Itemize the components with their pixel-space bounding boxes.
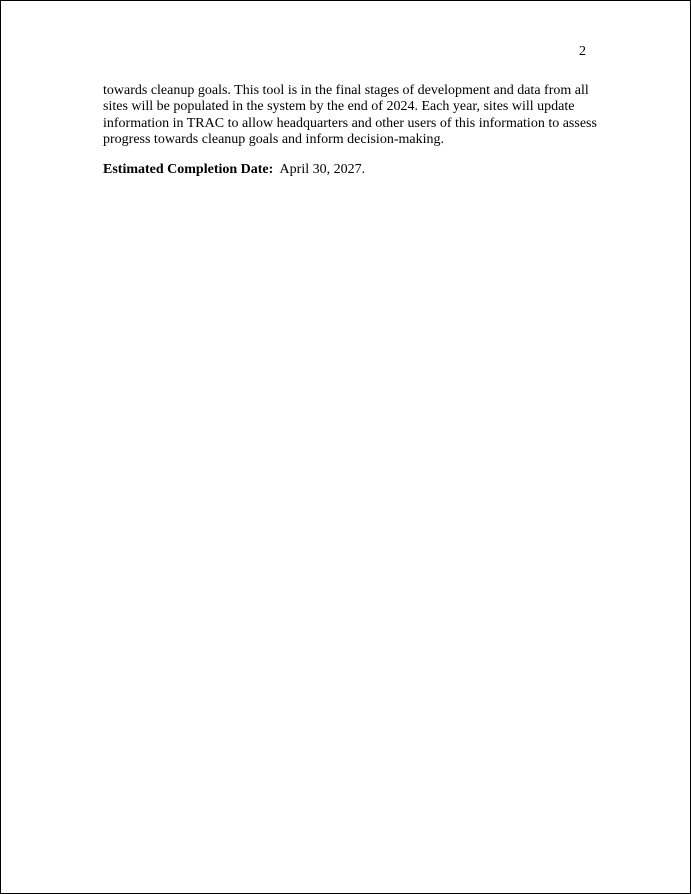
body-paragraph — [103, 83, 597, 148]
page-number: 2 — [579, 44, 586, 59]
completion-date-label: Estimated Completion Date: — [103, 162, 274, 177]
completion-date-value: April 30, 2027. — [279, 162, 366, 177]
paragraph-line: progress towards cleanup goals and inform decision-making. — [103, 131, 444, 147]
estimated-completion-date — [103, 162, 365, 178]
paragraph-line: towards cleanup goals. This tool is in the final stages of development and data from all — [103, 83, 589, 98]
paragraph-line: information in TRAC to allow headquarters and other users of this information to assess — [103, 115, 597, 131]
paragraph-line: sites will be populated in the system by the end of 2024. Each year, sites will update — [103, 99, 575, 115]
